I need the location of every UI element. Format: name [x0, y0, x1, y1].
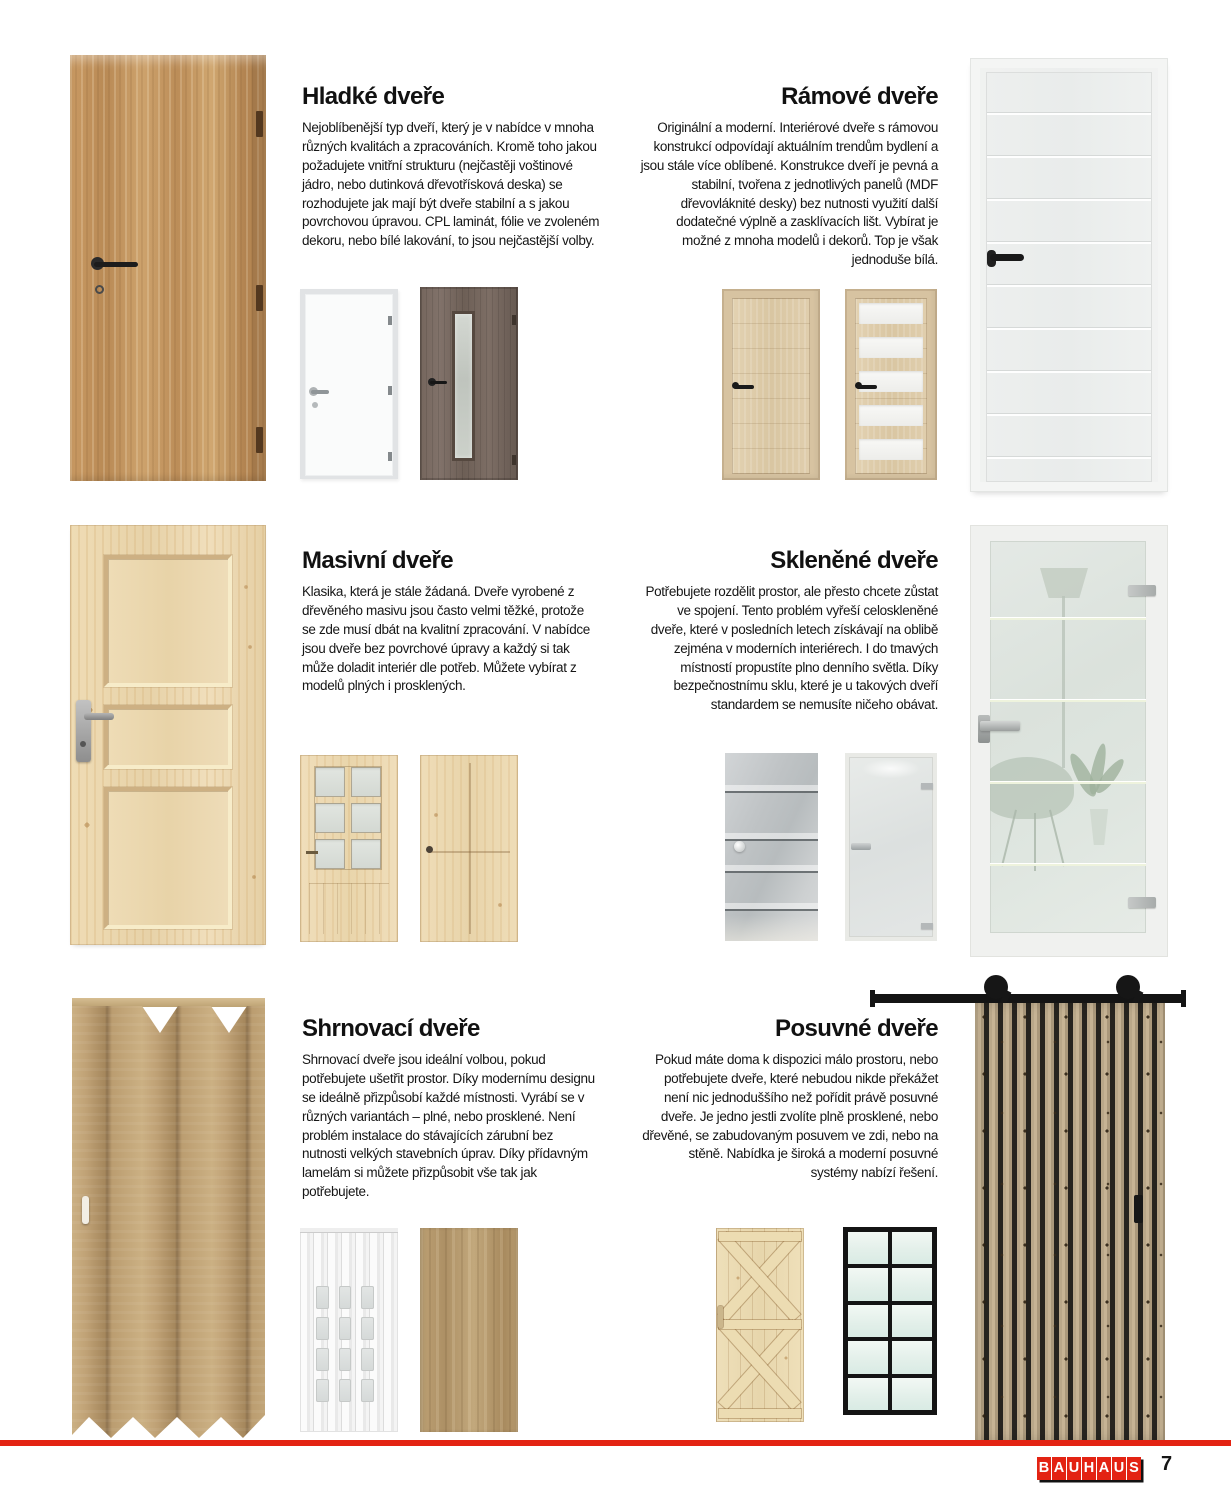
door-knob [734, 841, 745, 852]
plank-texture [309, 883, 389, 934]
glass-pane [351, 803, 381, 833]
glass-pane [892, 1232, 932, 1264]
door-handle [306, 851, 318, 854]
bauhaus-logo-letter: B [1037, 1457, 1051, 1480]
door-leaf [986, 72, 1152, 482]
glass-pane [315, 803, 345, 833]
folding-door-top-rail [72, 998, 265, 1007]
section-title: Posuvné dveře [775, 1015, 938, 1042]
chair-silhouette [990, 757, 1074, 819]
dark-woodgrain-door-photo [420, 287, 518, 480]
door-hinge [388, 452, 392, 461]
folding-door-top-rail [300, 1228, 398, 1233]
door-handle [990, 254, 1024, 261]
window-pane [361, 1348, 374, 1371]
section-posuvne-dvere [640, 1016, 938, 1183]
glass-pane [859, 405, 923, 426]
window-pane [316, 1348, 329, 1371]
window-pane [361, 1317, 374, 1340]
bauhaus-logo-letter: U [1112, 1457, 1126, 1480]
glass-grid [315, 767, 381, 869]
glass-leaf [990, 541, 1146, 933]
chair-silhouette [1049, 810, 1065, 867]
door-handle [311, 390, 329, 394]
barn-rail [719, 1232, 801, 1241]
section-title: Masivní dveře [302, 547, 453, 574]
door-hinge [388, 386, 392, 395]
section-body: Klasika, která je stále žádaná. Dveře vyrobené z dřevěného masivu jsou často velmi těžké, protože se zde musí dbát na kvalitní zpracování. V nabídce jsou dveře bez povrchové úpravy a každý si tak může doladit interiér dle potřeb. Můžete vybírat z modelů plných i prosklených. [302, 583, 590, 694]
glass-pane [315, 767, 345, 797]
track-end-cap [870, 990, 875, 1007]
glass-pane [848, 1268, 888, 1300]
framed-sand-glass-door-photo [845, 289, 937, 480]
window-pane [316, 1286, 329, 1309]
slat-sliding-door-photo-large [975, 1003, 1165, 1440]
window-grid [316, 1286, 374, 1402]
section-body: Pokud máte doma k dispozici málo prostoru, nebo potřebujete dveře, které nebudou nikde překážet není nic jednoduššího než pořídit právě posuvné dveře. Je jedno jestli zvolíte plně prosklené, nebo dřevěné, se zabudovaným posuvem ve zdi, nebo na stěně. Nabídka je široká a moderní posuvné systémy nabízí řešení. [642, 1051, 938, 1181]
door-handle [1134, 1195, 1143, 1223]
door-lock-plate [76, 700, 91, 762]
glass-pane [859, 439, 923, 460]
section-body: Potřebujete rozdělit prostor, ale přesto chcete zůstat ve spojení. Tento problém vyřeší celoskleněné dveře, které v posledních letech získávají na oblibě zejména v moderních interiérech. I do tmavých místností propustíte plno denního světla. Díky bezpečnostnímu sklu, které je u takových dveří standardem se nemusíte ničeho obávat. [645, 583, 938, 713]
door-hinge [256, 111, 263, 137]
pine-solid-door-photo [420, 755, 518, 942]
glass-pane [315, 839, 345, 869]
etched-stripe [725, 903, 818, 911]
wood-flat-door-photo [420, 1228, 518, 1432]
glass-pane [351, 767, 381, 797]
glass-pane [859, 337, 923, 358]
bauhaus-logo [1037, 1457, 1141, 1480]
bauhaus-logo-letter: A [1097, 1457, 1111, 1480]
door-panel [104, 555, 232, 687]
clear-glass-stripe [990, 699, 1146, 702]
clear-glass-stripe [990, 781, 1146, 784]
bauhaus-logo-letter: U [1067, 1457, 1081, 1480]
glass-pane [892, 1268, 932, 1300]
frosted-glass-striped-door-photo [725, 753, 818, 941]
glass-door-photo-large [970, 525, 1168, 957]
section-sklenene-dvere [640, 548, 938, 715]
barn-rail [719, 1320, 801, 1329]
section-shrnovaci-dvere [302, 1016, 600, 1202]
door-hinge [388, 316, 392, 325]
door-handle [734, 385, 754, 389]
glass-strip [452, 311, 475, 461]
glass-pane [892, 1378, 932, 1410]
window-pane [361, 1379, 374, 1402]
page-number: 7 [1161, 1453, 1173, 1475]
lamp-silhouette [1040, 568, 1088, 598]
window-pane [361, 1286, 374, 1309]
door-hinge [1128, 897, 1156, 908]
white-panel-door-photo-large [970, 58, 1168, 492]
accordion-folding-door-photo-large [72, 998, 265, 1440]
glass-pane [859, 303, 923, 324]
clear-glass-stripe [990, 617, 1146, 620]
door-handle [718, 1306, 723, 1328]
door-handle [430, 381, 447, 384]
glass-pane [892, 1341, 932, 1373]
lamp-silhouette [1062, 596, 1065, 768]
door-handle [426, 846, 433, 853]
barn-door-photo [716, 1228, 804, 1422]
door-panel [104, 705, 232, 769]
etched-stripe [725, 833, 818, 841]
panel-seam [428, 851, 510, 853]
door-hinge [1128, 585, 1156, 596]
window-pane [316, 1317, 329, 1340]
section-title: Rámové dveře [781, 83, 938, 110]
folding-door-pleats [72, 1006, 265, 1440]
barn-rail [719, 1409, 801, 1418]
glass-pane [848, 1305, 888, 1337]
white-door-photo [300, 289, 398, 479]
section-body: Nejoblíbenější typ dveří, který je v nabídce v mnoha různých kvalitách a zpracováních. Kromě toho jakou požadujete vnitřní strukturu (nejčastěji voštinové jádro, nebo dutinková dřevotřísková deska) se rozhodujete jak mají být dveře stabilní a s jakou povrchovou úpravou. CPL laminát, fólie ve zvoleném dekoru, nebo bílé lakování, to jsou nejčastější volby. [302, 119, 600, 249]
door-hinge [921, 783, 933, 789]
window-pane [339, 1286, 352, 1309]
glass-pane [848, 1232, 888, 1264]
section-title: Shrnovací dveře [302, 1015, 480, 1042]
door-handle [980, 721, 1020, 731]
window-pane [339, 1379, 352, 1402]
glass-pane [351, 839, 381, 869]
section-body: Shrnovací dveře jsou ideální volbou, pokud potřebujete ušetřit prostor. Díky modernímu designu se ideálně přizpůsobí každé místnosti. Vyrábí se v různých variantách – plné, nebo prosklené. Není problém instalace do stávajících zárubní bez nutnosti velkých stavebních úprav. Díky přídavným lamelám si můžete přizpůsobit vše tak jak potřebujete. [302, 1051, 595, 1200]
framed-sand-door-photo [722, 289, 820, 480]
glass-pane [848, 1341, 888, 1373]
glass-pane [892, 1305, 932, 1337]
vase-silhouette [1086, 809, 1112, 845]
smooth-oak-door-photo [70, 55, 266, 481]
etched-stripe [725, 785, 818, 793]
door-handle [857, 385, 877, 389]
door-handle [851, 843, 871, 850]
door-handle [84, 713, 114, 720]
window-pane [339, 1348, 352, 1371]
door-panel [104, 787, 232, 929]
section-body: Originální a moderní. Interiérové dveře s rámovou konstrukcí odpovídají aktuálním trendům bydlení a jsou stále více oblíbené. Konstrukce dveří je pevná a stabilní, tvořena z jednotlivých panelů (MDF dřevovláknité desky) bez nutnosti využití další dodatečné výplně a zasklívacích lišt. Vybírat je možné z mnoha modelů i dekorů. Top je však jednoduše bílá. [640, 119, 938, 268]
door-keyhole [80, 741, 86, 747]
track-end-cap [1181, 990, 1186, 1007]
pine-glazed-door-photo [300, 755, 398, 942]
bauhaus-logo-letter: H [1082, 1457, 1096, 1480]
footer-rule [0, 1440, 1231, 1446]
etched-stripe [725, 865, 818, 873]
panel-seam [469, 763, 471, 934]
glass-pane [848, 1378, 888, 1410]
door-hinge [256, 285, 263, 311]
door-hinge [512, 455, 516, 465]
floor-reflection [725, 915, 818, 941]
black-framed-glass-door-photo [843, 1227, 937, 1415]
section-hladke-dvere [302, 84, 600, 251]
window-pane [339, 1317, 352, 1340]
section-ramove-dvere [640, 84, 938, 270]
section-masivni-dvere [302, 548, 600, 696]
bauhaus-logo-letter: A [1052, 1457, 1066, 1480]
solid-pine-door-photo-large [70, 525, 266, 945]
door-hinge [256, 427, 263, 453]
clear-glass-stripe [990, 863, 1146, 866]
window-pane [316, 1379, 329, 1402]
section-title: Hladké dveře [302, 83, 445, 110]
door-hinge [921, 923, 933, 929]
door-hinge [512, 315, 516, 325]
door-keyhole [95, 285, 104, 294]
frosted-glass-door-photo [845, 753, 937, 941]
white-accordion-door-photo [300, 1228, 398, 1432]
section-title: Skleněné dveře [770, 547, 938, 574]
door-handle [94, 262, 138, 267]
door-keyhole [312, 402, 318, 408]
door-handle [82, 1196, 89, 1224]
bauhaus-logo-letter: S [1127, 1457, 1141, 1480]
